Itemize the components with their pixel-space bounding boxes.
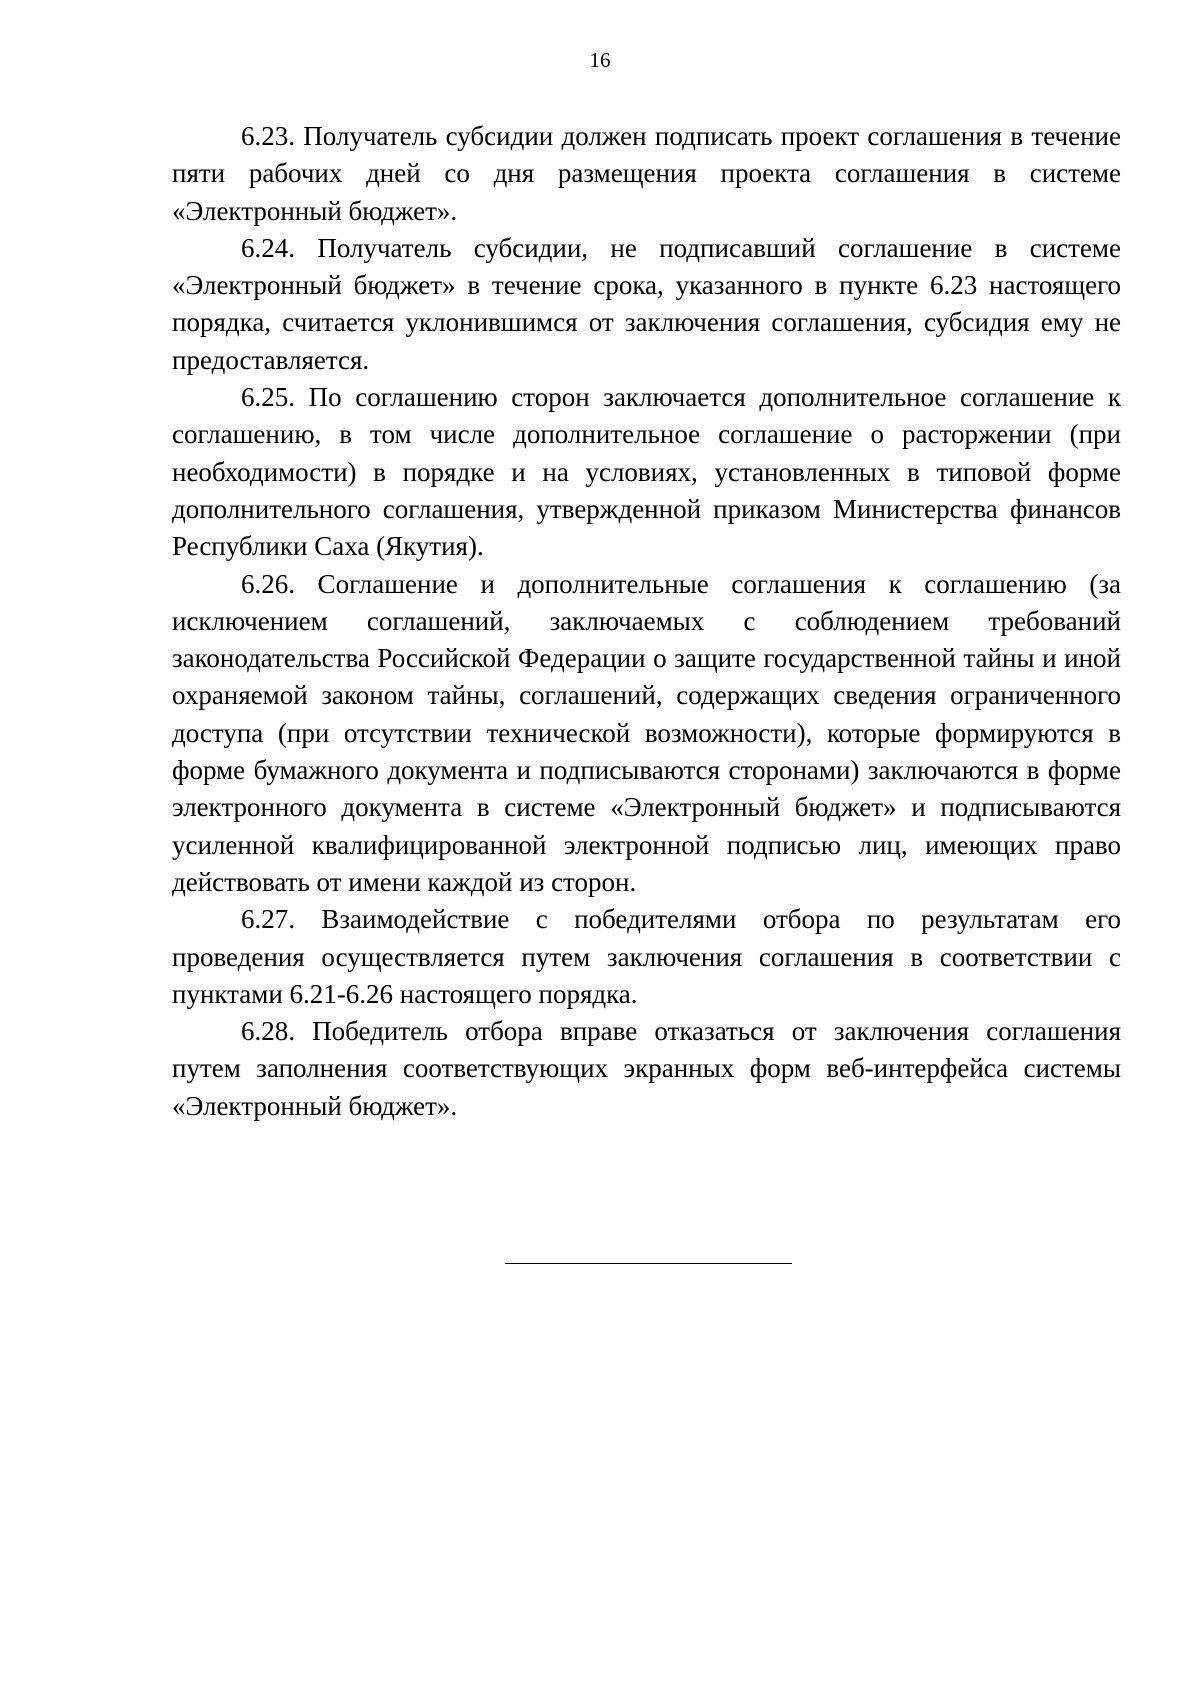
document-body — [172, 118, 1121, 1125]
paragraph-6-23: 6.23. Получатель субсидии должен подписать проект соглашения в течение пяти рабочих дней со дня размещения проекта соглашения в системе «Электронный бюджет». — [172, 121, 1121, 226]
page-number: 16 — [589, 48, 611, 72]
paragraph-6-28: 6.28. Победитель отбора вправе отказаться от заключения соглашения путем заполнения соответствующих экранных форм веб-интерфейса системы «Электронный бюджет». — [172, 1016, 1121, 1121]
paragraph-6-27: 6.27. Взаимодействие с победителями отбора по результатам его проведения осуществляется путем заключения соглашения в соответствии с пунктами 6.21-6.26 настоящего порядка. — [172, 904, 1121, 1009]
paragraph-6-24: 6.24. Получатель субсидии, не подписавший соглашение в системе «Электронный бюджет» в течение срока, указанного в пункте 6.23 настоящего порядка, считается уклонившимся от заключения соглашения, субсидия ему не предоставляется. — [172, 232, 1121, 375]
paragraph-6-25: 6.25. По соглашению сторон заключается дополнительное соглашение к соглашению, в том числе дополнительное соглашение о расторжении (при необходимости) в порядке и на условиях, установленных в типовой форме дополнительного соглашения, утвержденной приказом Министерства финансов Республики Саха (Якутия). — [172, 382, 1121, 562]
end-of-text-divider — [505, 1263, 792, 1264]
paragraph-6-26: 6.26. Соглашение и дополнительные соглашения к соглашению (за исключением соглашений, заключаемых с соблюдением требований законодательства Российской Федерации о защите государственной тайны и иной охраняемой законом тайны, соглашений, содержащих сведения ограниченного доступа (при отсутствии технической возможности), которые формируются в форме бумажного документа и подписываются сторонами) заключаются в форме электронного документа в системе «Электронный бюджет» и подписываются усиленной квалифицированной электронной подписью лиц, имеющих право действовать от имени каждой из сторон. — [172, 568, 1121, 897]
